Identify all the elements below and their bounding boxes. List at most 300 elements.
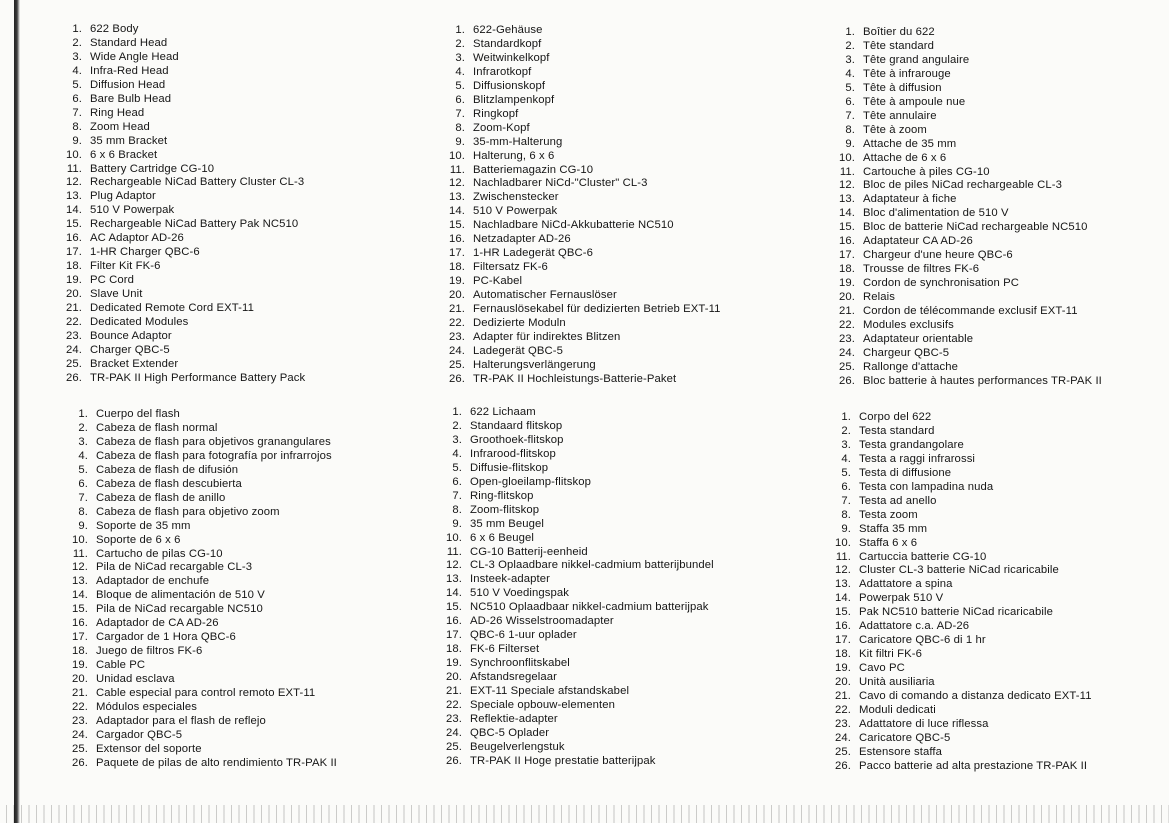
item-label: Cargador QBC-5 <box>96 728 183 741</box>
item-number: 19. <box>445 657 462 670</box>
item-label: Plug Adaptor <box>90 190 156 203</box>
item-label: Dedicated Modules <box>90 316 189 329</box>
item-number: 23. <box>834 717 851 730</box>
item-number: 5. <box>841 466 851 479</box>
item-label: Fernauslösekabel für dedizierten Betrieb EXT-11 <box>473 303 721 316</box>
item-number: 26. <box>834 759 851 772</box>
item-number: 4. <box>841 452 851 465</box>
item-label: Testa zoom <box>859 508 918 521</box>
item-label: Diffusionskopf <box>473 79 546 92</box>
list-item <box>443 490 714 504</box>
item-label: Soporte de 35 mm <box>96 519 191 532</box>
item-label: Wide Angle Head <box>90 50 179 63</box>
item-label: Testa ad anello <box>859 494 937 507</box>
item-number: 14. <box>838 207 855 220</box>
item-number: 15. <box>65 218 82 231</box>
item-label: Adattatore a spina <box>859 578 953 591</box>
item-number: 2. <box>845 39 855 52</box>
item-label: Modules exclusifs <box>863 319 954 332</box>
item-number: 9. <box>845 137 855 150</box>
item-label: Staffa 35 mm <box>859 522 928 535</box>
item-label: Attache de 35 mm <box>863 137 957 150</box>
list-item <box>63 190 305 204</box>
item-number: 18. <box>71 645 88 658</box>
list-item <box>446 205 721 219</box>
list-item <box>836 375 1102 389</box>
item-label: Attache de 6 x 6 <box>863 151 947 164</box>
item-number: 8. <box>452 503 462 516</box>
item-label: Testa grandangolare <box>859 438 964 451</box>
list-item <box>832 662 1092 676</box>
item-label: Tête à diffusion <box>863 81 942 94</box>
list-item <box>69 589 337 603</box>
list-item <box>69 534 337 548</box>
item-number: 13. <box>838 193 855 206</box>
item-label: Insteek-adapter <box>470 573 550 586</box>
item-number: 2. <box>78 421 88 434</box>
item-label: Cable especial para control remoto EXT-11 <box>96 687 316 700</box>
item-number: 5. <box>78 463 88 476</box>
item-label: EXT-11 Speciale afstandskabel <box>470 685 630 698</box>
list-item <box>63 135 305 149</box>
item-label: 1-HR Ladegerät QBC-6 <box>473 247 594 260</box>
list-item <box>69 436 337 450</box>
item-number: 9. <box>452 517 462 530</box>
list-item <box>832 523 1092 537</box>
item-label: Estensore staffa <box>859 745 943 758</box>
item-number: 12. <box>838 179 855 192</box>
item-number: 1. <box>455 24 465 36</box>
list-item <box>446 177 721 191</box>
item-label: Pila de NiCad recargable CL-3 <box>96 561 253 574</box>
item-label: Adattatore c.a. AD-26 <box>859 620 970 633</box>
item-label: TR-PAK II Hoge prestatie batterijpak <box>470 754 656 767</box>
item-number: 25. <box>71 742 88 755</box>
item-label: Cable PC <box>96 659 146 672</box>
item-number: 18. <box>65 260 82 273</box>
item-label: Slave Unit <box>90 288 143 301</box>
item-number: 6. <box>72 92 82 105</box>
list-item <box>832 732 1092 746</box>
item-label: Zoom Head <box>90 120 150 133</box>
item-label: Nachladbarer NiCd-"Cluster" CL-3 <box>473 177 648 190</box>
item-number: 13. <box>71 575 88 588</box>
list-item <box>832 564 1092 578</box>
item-label: Pak NC510 batterie NiCad ricaricabile <box>859 606 1053 619</box>
item-label: Afstandsregelaar <box>470 671 558 684</box>
item-number: 14. <box>445 587 462 600</box>
item-number: 23. <box>65 329 82 342</box>
item-label: Ringkopf <box>473 107 519 120</box>
list-item <box>836 152 1102 166</box>
item-label: Ring-flitskop <box>470 489 534 502</box>
item-number: 7. <box>72 106 82 119</box>
list-item <box>836 54 1102 68</box>
list-item <box>836 166 1102 180</box>
item-number: 14. <box>65 204 82 217</box>
item-number: 13. <box>834 578 851 591</box>
item-number: 13. <box>445 573 462 586</box>
item-label: Diffusion Head <box>90 78 166 91</box>
list-item <box>63 149 305 163</box>
list-item <box>446 122 721 136</box>
list-item <box>446 275 721 289</box>
list-item <box>63 344 305 358</box>
item-number: 1. <box>841 411 851 423</box>
item-label: Cabeza de flash de difusión <box>96 463 239 476</box>
list-item <box>63 288 305 302</box>
item-label: 6 x 6 Beugel <box>470 531 535 544</box>
list-item <box>832 578 1092 592</box>
list-item <box>69 422 337 436</box>
item-label: PC-Kabel <box>473 275 523 288</box>
item-number: 6. <box>455 93 465 106</box>
item-label: Tête à infrarouge <box>863 67 951 80</box>
item-number: 15. <box>445 601 462 614</box>
item-label: 35 mm Bracket <box>90 134 168 147</box>
item-number: 17. <box>838 249 855 262</box>
item-number: 17. <box>445 629 462 642</box>
list-item <box>836 207 1102 221</box>
item-label: Zoom-Kopf <box>473 121 530 134</box>
item-label: Reflektie-adapter <box>470 712 558 725</box>
item-label: Infrarotkopf <box>473 65 532 78</box>
item-number: 16. <box>71 617 88 630</box>
list-item <box>446 345 721 359</box>
list-item <box>832 439 1092 453</box>
item-label: Cavo PC <box>859 662 905 675</box>
list-item <box>69 617 337 631</box>
item-label: QBC-6 1-uur oplader <box>470 629 577 642</box>
item-number: 16. <box>838 235 855 248</box>
item-label: Halterung, 6 x 6 <box>473 149 555 162</box>
item-number: 26. <box>71 756 88 769</box>
item-label: Boîtier du 622 <box>863 26 935 38</box>
list-item <box>443 504 714 518</box>
list-item <box>69 757 337 771</box>
item-label: Tête annulaire <box>863 109 937 122</box>
item-label: Cordon de synchronisation PC <box>863 277 1020 290</box>
item-label: Bracket Extender <box>90 357 179 370</box>
item-label: Kit filtri FK-6 <box>859 648 923 661</box>
item-number: 25. <box>65 357 82 370</box>
list-item <box>63 79 305 93</box>
list-item <box>446 219 721 233</box>
item-number: 11. <box>446 545 462 558</box>
list-item <box>63 23 305 37</box>
list-item <box>443 643 714 657</box>
list-item <box>63 274 305 288</box>
list-item <box>69 729 337 743</box>
list-item <box>832 606 1092 620</box>
list-item <box>836 193 1102 207</box>
item-number: 11. <box>839 165 855 178</box>
item-number: 2. <box>841 424 851 437</box>
list-item <box>443 573 714 587</box>
list-item <box>63 163 305 177</box>
list-item <box>69 561 337 575</box>
item-label: Infrarood-flitskop <box>470 447 556 460</box>
item-number: 13. <box>65 190 82 203</box>
list-item <box>63 107 305 121</box>
item-label: Staffa 6 x 6 <box>859 536 918 549</box>
item-number: 11. <box>449 163 465 176</box>
item-number: 24. <box>65 343 82 356</box>
item-number: 26. <box>448 372 465 385</box>
item-label: Paquete de pilas de alto rendimiento TR-PAK II <box>96 756 337 769</box>
item-number: 21. <box>448 303 465 316</box>
list-item <box>832 704 1092 718</box>
item-number: 13. <box>448 191 465 204</box>
item-label: Unidad esclava <box>96 673 175 686</box>
item-label: Tête grand angulaire <box>863 53 970 66</box>
list-item <box>832 537 1092 551</box>
item-number: 5. <box>452 461 462 474</box>
list-item <box>832 495 1092 509</box>
list-item <box>69 408 337 422</box>
list-item <box>832 411 1092 425</box>
item-label: Cabeza de flash normal <box>96 421 218 434</box>
list-item <box>446 38 721 52</box>
list-item <box>446 261 721 275</box>
item-label: Dedizierte Moduln <box>473 317 566 330</box>
list-item <box>832 481 1092 495</box>
item-number: 7. <box>841 494 851 507</box>
item-label: Netzadapter AD-26 <box>473 233 571 246</box>
list-item <box>446 317 721 331</box>
item-number: 22. <box>65 316 82 329</box>
list-item <box>63 218 305 232</box>
list-item <box>832 551 1092 565</box>
list-item <box>63 176 305 190</box>
item-number: 19. <box>71 659 88 672</box>
list-item <box>836 277 1102 291</box>
item-label: Synchroonflitskabel <box>470 657 570 670</box>
item-number: 11. <box>66 162 82 175</box>
list-item <box>446 150 721 164</box>
item-label: Batteriemagazin CG-10 <box>473 163 594 176</box>
list-item <box>836 249 1102 263</box>
item-label: Adaptador de CA AD-26 <box>96 617 219 630</box>
list-item <box>446 359 721 373</box>
item-label: Adaptateur orientable <box>863 332 974 345</box>
item-label: Rechargeable NiCad Battery Pak NC510 <box>90 218 299 231</box>
item-label: Testa con lampadina nuda <box>859 480 994 493</box>
item-number: 20. <box>834 676 851 689</box>
item-label: Adaptador de enchufe <box>96 575 210 588</box>
list-item <box>69 673 337 687</box>
item-label: AD-26 Wisselstroomadapter <box>470 615 614 628</box>
item-label: Testa a raggi infrarossi <box>859 452 976 465</box>
item-number: 22. <box>834 704 851 717</box>
item-number: 4. <box>72 64 82 77</box>
item-label: Bloc de batterie NiCad rechargeable NC510 <box>863 221 1088 234</box>
item-number: 14. <box>448 205 465 218</box>
item-label: Cluster CL-3 batterie NiCad ricaricabile <box>859 564 1059 577</box>
item-number: 10. <box>834 536 851 549</box>
item-number: 17. <box>448 247 465 260</box>
item-label: Ladegerät QBC-5 <box>473 344 564 357</box>
item-number: 19. <box>834 662 851 675</box>
parts-list-dutch <box>443 406 714 769</box>
item-number: 15. <box>448 219 465 232</box>
list-item <box>836 82 1102 96</box>
item-number: 15. <box>71 603 88 616</box>
item-number: 24. <box>445 726 462 739</box>
list-item <box>446 247 721 261</box>
item-label: Standaard flitskop <box>470 419 563 432</box>
item-number: 12. <box>834 564 851 577</box>
item-label: Cordon de télécommande exclusif EXT-11 <box>863 305 1078 318</box>
item-number: 7. <box>78 491 88 504</box>
item-number: 22. <box>448 317 465 330</box>
item-number: 21. <box>834 690 851 703</box>
item-number: 1. <box>452 406 462 418</box>
item-number: 23. <box>838 332 855 345</box>
item-number: 17. <box>71 631 88 644</box>
list-item <box>69 575 337 589</box>
item-label: Dedicated Remote Cord EXT-11 <box>90 302 254 315</box>
item-number: 19. <box>838 277 855 290</box>
item-label: 622-Gehäuse <box>473 24 543 36</box>
item-number: 15. <box>838 221 855 234</box>
item-number: 3. <box>72 50 82 63</box>
item-label: QBC-5 Oplader <box>470 726 550 739</box>
item-label: FK-6 Filterset <box>470 643 540 656</box>
item-label: Cabeza de flash para fotografía por infrarrojos <box>96 449 332 462</box>
list-item <box>63 330 305 344</box>
item-number: 20. <box>838 291 855 304</box>
item-number: 24. <box>448 344 465 357</box>
item-number: 24. <box>838 346 855 359</box>
parts-list-german <box>446 24 721 387</box>
item-number: 12. <box>445 559 462 572</box>
item-number: 25. <box>448 358 465 371</box>
item-label: Moduli dedicati <box>859 704 936 717</box>
item-number: 9. <box>72 134 82 147</box>
list-item <box>836 347 1102 361</box>
item-label: PC Cord <box>90 274 135 287</box>
item-label: Soporte de 6 x 6 <box>96 533 181 546</box>
list-item <box>69 464 337 478</box>
item-number: 18. <box>448 261 465 274</box>
item-label: Bloc d'alimentation de 510 V <box>863 207 1009 220</box>
list-item <box>832 718 1092 732</box>
list-item <box>836 333 1102 347</box>
parts-list-italian <box>832 411 1092 774</box>
list-item <box>443 406 714 420</box>
item-number: 25. <box>445 740 462 753</box>
item-label: Cabeza de flash para objetivos granangulares <box>96 435 331 448</box>
list-item <box>836 40 1102 54</box>
parts-list-french <box>836 26 1102 389</box>
parts-list-english <box>63 23 305 386</box>
list-item <box>446 303 721 317</box>
item-label: Bloc batterie à hautes performances TR-PAK II <box>863 374 1102 387</box>
item-number: 8. <box>72 120 82 133</box>
item-label: Zoom-flitskop <box>470 503 540 516</box>
item-number: 20. <box>448 289 465 302</box>
item-number: 23. <box>448 330 465 343</box>
item-number: 22. <box>838 319 855 332</box>
list-item <box>443 420 714 434</box>
item-label: Blitzlampenkopf <box>473 93 555 106</box>
item-number: 4. <box>845 67 855 80</box>
list-item <box>443 615 714 629</box>
item-label: Speciale opbouw-elementen <box>470 699 616 712</box>
list-item <box>443 755 714 769</box>
item-number: 17. <box>834 634 851 647</box>
item-number: 3. <box>845 53 855 66</box>
list-item <box>443 629 714 643</box>
list-item <box>69 715 337 729</box>
item-number: 4. <box>78 449 88 462</box>
item-number: 6. <box>452 475 462 488</box>
item-number: 2. <box>452 419 462 432</box>
item-label: Infra-Red Head <box>90 64 169 77</box>
item-number: 11. <box>72 547 88 560</box>
item-number: 10. <box>65 148 82 161</box>
item-label: Relais <box>863 291 895 304</box>
list-item <box>443 448 714 462</box>
list-item <box>832 676 1092 690</box>
item-number: 10. <box>448 149 465 162</box>
item-label: Zwischenstecker <box>473 191 559 204</box>
list-item <box>446 80 721 94</box>
item-number: 6. <box>845 95 855 108</box>
item-label: Adaptateur à fiche <box>863 193 957 206</box>
list-item <box>832 620 1092 634</box>
list-item <box>836 68 1102 82</box>
list-item <box>63 316 305 330</box>
item-label: Weitwinkelkopf <box>473 51 550 64</box>
list-item <box>443 713 714 727</box>
item-label: Bloque de alimentación de 510 V <box>96 589 265 602</box>
item-label: Pacco batterie ad alta prestazione TR-PAK II <box>859 759 1088 772</box>
item-label: Standard Head <box>90 36 168 49</box>
item-label: Tête à zoom <box>863 123 927 136</box>
item-label: Open-gloeilamp-flitskop <box>470 475 591 488</box>
binding-edge <box>0 0 22 823</box>
item-number: 12. <box>448 177 465 190</box>
list-item <box>63 93 305 107</box>
item-label: Caricatore QBC-6 di 1 hr <box>859 634 986 647</box>
list-item <box>836 235 1102 249</box>
item-number: 26. <box>838 374 855 387</box>
item-number: 9. <box>455 135 465 148</box>
list-item <box>63 65 305 79</box>
list-item <box>63 372 305 386</box>
item-label: Adapter für indirektes Blitzen <box>473 330 621 343</box>
item-label: Charger QBC-5 <box>90 343 170 356</box>
list-item <box>443 434 714 448</box>
list-item <box>832 453 1092 467</box>
list-item <box>836 263 1102 277</box>
list-item <box>832 760 1092 774</box>
list-item <box>69 520 337 534</box>
item-label: Battery Cartridge CG-10 <box>90 162 215 175</box>
list-item <box>63 121 305 135</box>
item-label: Cartouche à piles CG-10 <box>863 165 990 178</box>
item-number: 5. <box>72 78 82 91</box>
item-label: Cabeza de flash para objetivo zoom <box>96 505 280 518</box>
item-label: Filtersatz FK-6 <box>473 261 548 274</box>
item-label: Cartuccia batterie CG-10 <box>859 550 987 563</box>
item-number: 5. <box>845 81 855 94</box>
list-item <box>69 743 337 757</box>
item-label: Testa standard <box>859 424 935 437</box>
item-number: 8. <box>841 508 851 521</box>
